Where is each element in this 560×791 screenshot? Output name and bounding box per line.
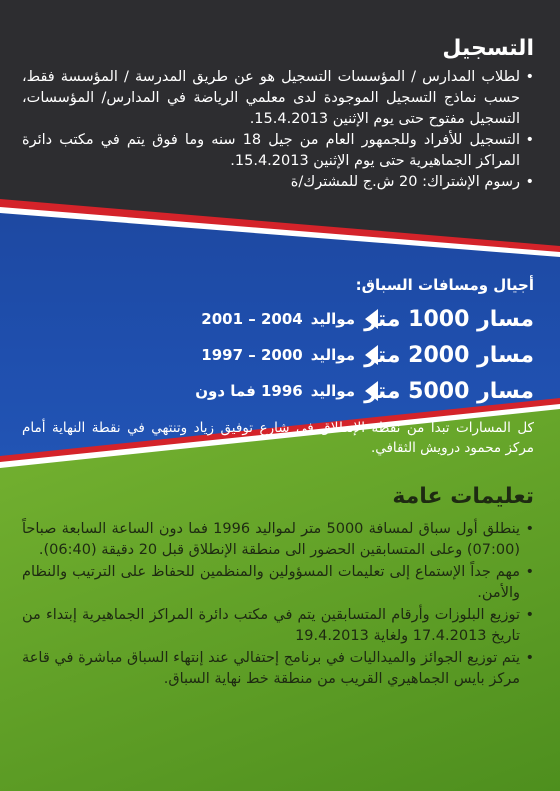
registration-item: • لطلاب المدارس / المؤسسات التسجيل هو عن طريق المدرسة / المؤسسة فقط، حسب نماذج التسجيل الموجودة لدى معلمي الرياضة في المدارس/ المؤسسات، التسجيل مفتوح حتى يوم الإثنين 15.4.2013. [22, 67, 534, 130]
instruction-item: • ينطلق أول سباق لمسافة 5000 متر لمواليد 1996 فما دون الساعة السابعة صباحاً (07:00) وعلى المتسابقين الحضور الى منطقة الإنطلاق قبل 20 دقيقة (06:40). [22, 519, 534, 561]
ages-title: أجيال ومسافات السباق: [355, 276, 534, 294]
race-name: مسار 5000 متر [364, 378, 534, 404]
instructions-list [22, 519, 534, 690]
registration-section [22, 36, 534, 193]
race-row [22, 302, 534, 336]
race-years: 1996 فما دون [195, 382, 303, 400]
instruction-item: • مهم جداً الإستماع إلى تعليمات المسؤولين والمنظمين للحفاظ على الترتيب والنظام والأمن. [22, 562, 534, 604]
race-label: مواليد [310, 310, 355, 328]
registration-item: • رسوم الإشتراك: 20 ش.ج للمشترك/ة [22, 172, 534, 193]
registration-item: • التسجيل للأفراد وللجمهور العام من جيل 18 سنه وما فوق يتم في مكتب دائرة المراكز الجماهيرية حتى يوم الإثنين 15.4.2013. [22, 130, 534, 172]
registration-list [22, 67, 534, 193]
arrow-left-icon [365, 309, 378, 329]
instructions-title: تعليمات عامة [392, 484, 534, 509]
instruction-item: • توزيع البلوزات وأرقام المتسابقين يتم في مكتب دائرة المراكز الجماهيرية إبتداء من تاريخ 17.4.2013 ولغاية 19.4.2013 [22, 605, 534, 647]
race-label: مواليد [310, 346, 355, 364]
race-name: مسار 2000 متر [364, 342, 534, 368]
route-note: كل المسارات تبدأ من نقطة الإنطلاق في شارع توفيق زياد وتنتهي في نقطة النهاية أمام مركز محمود درويش الثقافي. [22, 420, 534, 456]
race-years: 2000 – 1997 [201, 346, 303, 364]
race-row [22, 374, 534, 408]
arrow-left-icon [365, 345, 378, 365]
race-name: مسار 1000 متر [364, 306, 534, 332]
registration-title: التسجيل [442, 36, 534, 61]
race-row [22, 338, 534, 372]
instructions-section [22, 484, 534, 691]
race-years: 2004 – 2001 [201, 310, 303, 328]
arrow-left-icon [365, 381, 378, 401]
ages-section [22, 276, 534, 458]
instruction-item: • يتم توزيع الجوائز والميداليات في برنامج إحتفالي عند إنتهاء السباق مباشرة في قاعة مركز بايس الجماهيري القريب من منطقة خط نهاية السباق. [22, 648, 534, 690]
race-label: مواليد [310, 382, 355, 400]
